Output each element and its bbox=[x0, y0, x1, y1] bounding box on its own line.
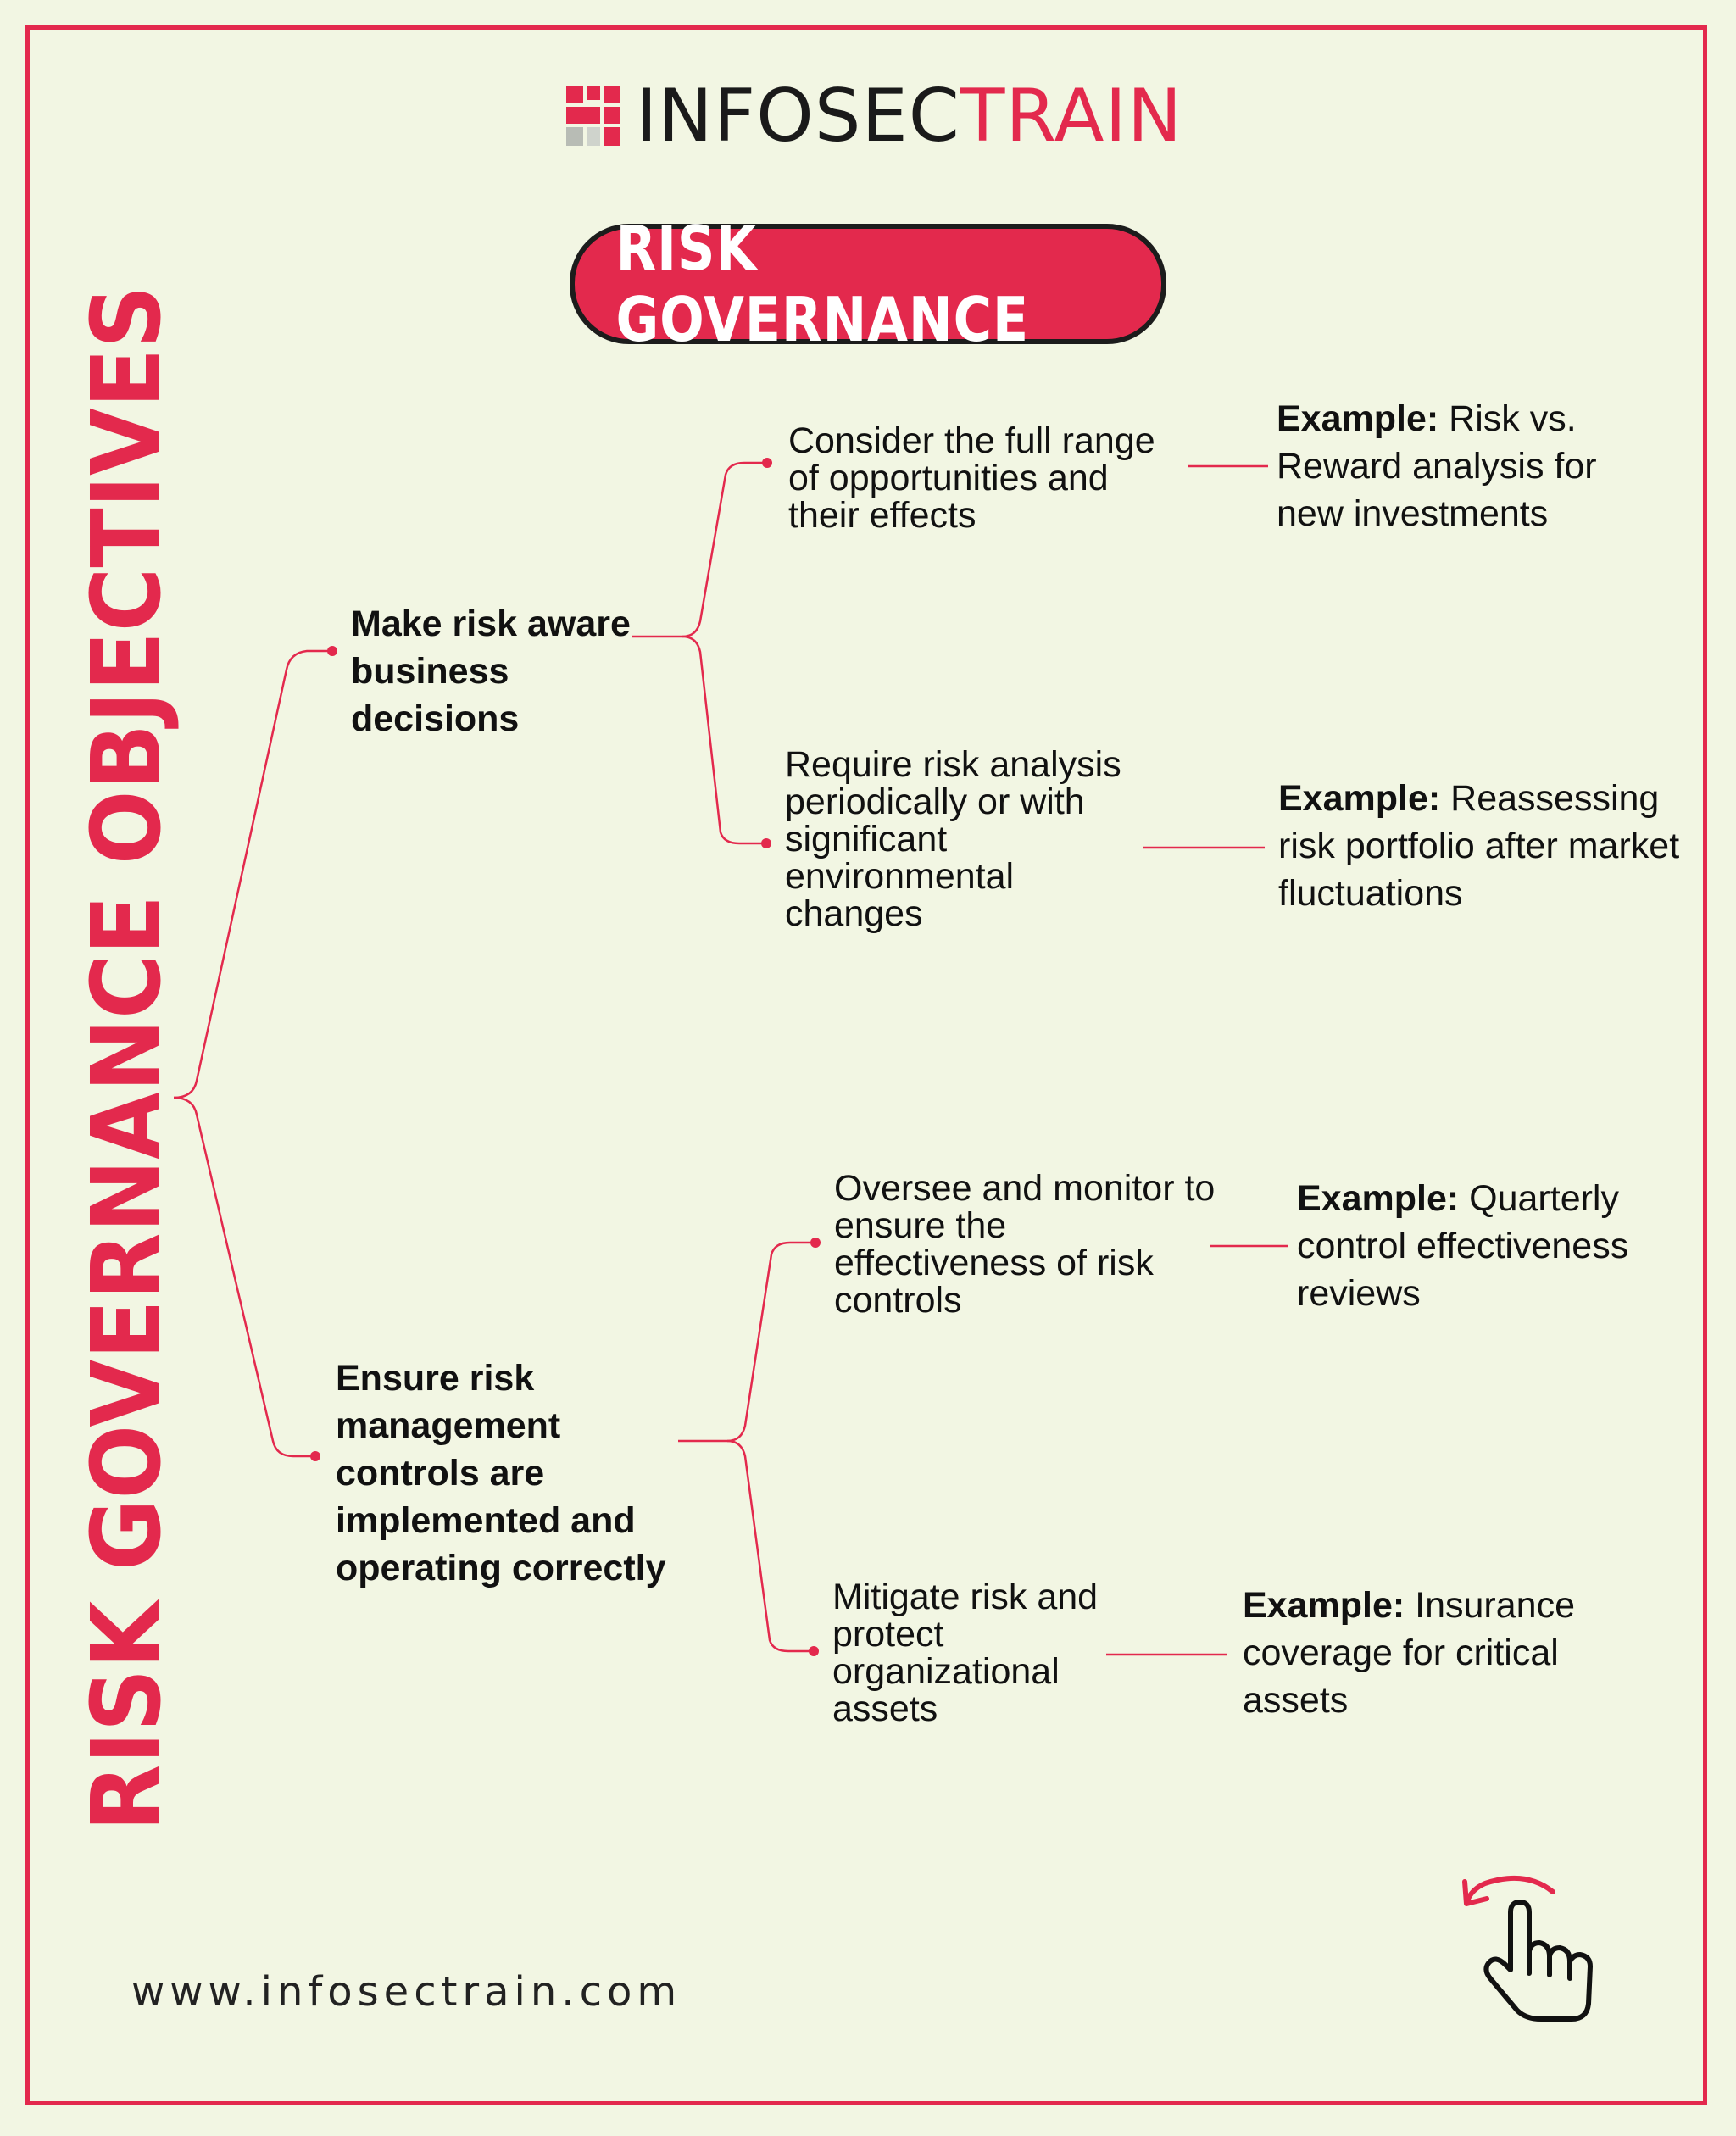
example-text: Insurance coverage for critical assets bbox=[1243, 1585, 1575, 1721]
objective-2-example-1 bbox=[1297, 1175, 1695, 1317]
footer-url[interactable]: www.infosectrain.com bbox=[131, 1968, 682, 2016]
objective-1-example-1 bbox=[1277, 395, 1633, 537]
node-dot bbox=[761, 838, 771, 848]
badge-title: RISK GOVERNANCE bbox=[615, 213, 1030, 355]
connector-root-1 bbox=[174, 651, 332, 1098]
node-dot bbox=[762, 458, 772, 468]
node-dot bbox=[310, 1451, 320, 1461]
objective-1-item-2: Require risk analysis periodically or with significant environmental changes bbox=[785, 744, 1121, 934]
example-label: Example: bbox=[1277, 398, 1439, 439]
swipe-arrow-icon bbox=[1468, 1878, 1553, 1899]
objective-1-example-2 bbox=[1278, 775, 1685, 917]
objective-2-label: Ensure risk management controls are implemented and operating correctly bbox=[336, 1358, 666, 1588]
example-label: Example: bbox=[1278, 778, 1441, 819]
objective-2-item-1: Oversee and monitor to ensure the effectiveness of risk controls bbox=[834, 1168, 1216, 1321]
node-dot bbox=[327, 646, 337, 656]
objective-2-example-2 bbox=[1243, 1582, 1624, 1724]
connector-1-1 bbox=[632, 463, 767, 637]
node-dot bbox=[810, 1238, 821, 1248]
example-text: Reassessing risk portfolio after market fluctuations bbox=[1278, 778, 1680, 914]
connector-2-1 bbox=[678, 1243, 815, 1441]
objective-1-item-1: Consider the full range of opportunities and their effects bbox=[788, 420, 1155, 536]
node-dot bbox=[809, 1646, 819, 1656]
example-label: Example: bbox=[1243, 1585, 1405, 1626]
brand-name-part1: INFOSEC bbox=[636, 74, 960, 159]
brand-name-part2: TRAIN bbox=[960, 74, 1183, 159]
connector-root-2 bbox=[174, 1098, 315, 1456]
example-text: Quarterly control effectiveness reviews bbox=[1297, 1178, 1629, 1314]
side-title-text: RISK GOVERNANCE OBJECTIVES bbox=[72, 285, 182, 1832]
example-text: Risk vs. Reward analysis for new investments bbox=[1277, 398, 1597, 534]
example-label: Example: bbox=[1297, 1178, 1460, 1219]
connector-2-2 bbox=[727, 1441, 814, 1651]
swipe-hand-icon bbox=[1486, 1902, 1590, 2019]
objective-2-item-2: Mitigate risk and protect organizational assets bbox=[832, 1577, 1099, 1729]
connector-1-2 bbox=[682, 637, 766, 843]
objective-1-label: Make risk aware business decisions bbox=[351, 604, 631, 739]
